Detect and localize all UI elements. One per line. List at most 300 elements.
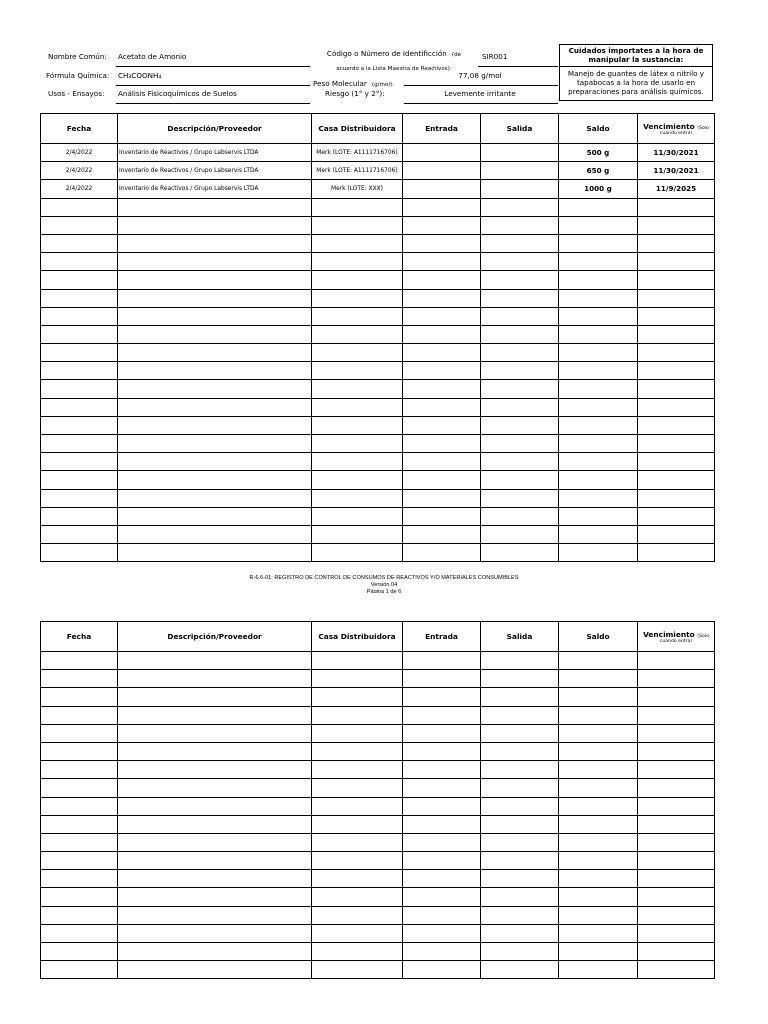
empty-cell[interactable]	[638, 544, 715, 562]
empty-cell[interactable]	[312, 870, 403, 888]
empty-cell[interactable]	[41, 852, 118, 870]
empty-cell[interactable]	[118, 797, 312, 815]
empty-cell[interactable]	[312, 852, 403, 870]
empty-cell[interactable]	[312, 271, 403, 289]
empty-cell[interactable]	[559, 380, 638, 398]
empty-cell[interactable]	[559, 888, 638, 906]
empty-cell[interactable]	[118, 398, 312, 416]
cell-saldo: 1000 g	[559, 180, 638, 198]
empty-cell[interactable]	[481, 271, 559, 289]
empty-cell[interactable]	[41, 380, 118, 398]
empty-cell[interactable]	[41, 670, 118, 688]
empty-cell[interactable]	[41, 688, 118, 706]
empty-cell[interactable]	[638, 344, 715, 362]
empty-cell[interactable]	[118, 489, 312, 507]
empty-cell[interactable]	[403, 852, 481, 870]
empty-cell[interactable]	[559, 307, 638, 325]
empty-cell[interactable]	[481, 289, 559, 307]
empty-cell[interactable]	[559, 924, 638, 942]
empty-cell[interactable]	[118, 380, 312, 398]
empty-cell[interactable]	[118, 289, 312, 307]
empty-cell[interactable]	[403, 380, 481, 398]
empty-cell[interactable]	[41, 307, 118, 325]
empty-cell[interactable]	[118, 198, 312, 216]
empty-cell[interactable]	[41, 271, 118, 289]
empty-cell[interactable]	[41, 779, 118, 797]
empty-cell[interactable]	[312, 362, 403, 380]
empty-cell[interactable]	[481, 507, 559, 525]
empty-cell[interactable]	[118, 525, 312, 543]
empty-cell[interactable]	[559, 779, 638, 797]
empty-cell[interactable]	[41, 652, 118, 670]
formula-value: CH₃COONH₄	[118, 71, 162, 80]
empty-cell[interactable]	[559, 724, 638, 742]
empty-cell[interactable]	[312, 779, 403, 797]
empty-cell[interactable]	[638, 253, 715, 271]
cell-vencimiento: 11/30/2021	[638, 162, 715, 180]
empty-cell[interactable]	[638, 307, 715, 325]
col-header-vencimiento: Vencimiento (Solo cuando entra)	[638, 622, 715, 652]
empty-cell[interactable]	[403, 416, 481, 434]
page-number: Página 1 de 6	[366, 589, 402, 593]
table-row	[41, 380, 715, 398]
empty-cell[interactable]	[312, 724, 403, 742]
empty-cell[interactable]	[481, 471, 559, 489]
empty-cell[interactable]	[41, 344, 118, 362]
empty-cell[interactable]	[481, 852, 559, 870]
empty-cell[interactable]	[118, 307, 312, 325]
empty-cell[interactable]	[559, 216, 638, 234]
empty-cell[interactable]	[403, 815, 481, 833]
empty-cell[interactable]	[312, 797, 403, 815]
empty-cell[interactable]	[41, 797, 118, 815]
table-row	[41, 398, 715, 416]
empty-cell[interactable]	[403, 471, 481, 489]
peso-label: Peso Molecular (g/mol):	[313, 79, 395, 88]
empty-cell[interactable]	[638, 362, 715, 380]
empty-cell[interactable]	[481, 344, 559, 362]
empty-cell[interactable]	[312, 906, 403, 924]
empty-cell[interactable]	[312, 416, 403, 434]
empty-cell[interactable]	[481, 670, 559, 688]
table-row	[41, 525, 715, 543]
table-row	[41, 924, 715, 942]
empty-cell[interactable]	[403, 362, 481, 380]
empty-cell[interactable]	[638, 652, 715, 670]
empty-cell[interactable]	[312, 453, 403, 471]
empty-cell[interactable]	[481, 797, 559, 815]
empty-cell[interactable]	[638, 670, 715, 688]
empty-cell[interactable]	[638, 380, 715, 398]
empty-cell[interactable]	[559, 416, 638, 434]
empty-cell[interactable]	[118, 761, 312, 779]
empty-cell[interactable]	[118, 961, 312, 979]
empty-cell[interactable]	[481, 961, 559, 979]
empty-cell[interactable]	[559, 234, 638, 252]
empty-cell[interactable]	[559, 453, 638, 471]
empty-cell[interactable]	[41, 742, 118, 760]
empty-cell[interactable]	[41, 706, 118, 724]
empty-cell[interactable]	[403, 234, 481, 252]
empty-cell[interactable]	[118, 344, 312, 362]
empty-cell[interactable]	[481, 742, 559, 760]
cell-salida	[481, 162, 559, 180]
empty-cell[interactable]	[403, 870, 481, 888]
empty-cell[interactable]	[638, 852, 715, 870]
empty-cell[interactable]	[559, 943, 638, 961]
empty-cell[interactable]	[41, 761, 118, 779]
empty-cell[interactable]	[41, 416, 118, 434]
empty-cell[interactable]	[638, 943, 715, 961]
empty-cell[interactable]	[118, 544, 312, 562]
empty-cell[interactable]	[312, 961, 403, 979]
empty-cell[interactable]	[312, 344, 403, 362]
empty-cell[interactable]	[481, 307, 559, 325]
empty-cell[interactable]	[559, 797, 638, 815]
empty-cell[interactable]	[312, 198, 403, 216]
empty-cell[interactable]	[638, 870, 715, 888]
empty-cell[interactable]	[638, 289, 715, 307]
empty-cell[interactable]	[41, 234, 118, 252]
empty-cell[interactable]	[312, 216, 403, 234]
empty-cell[interactable]	[403, 779, 481, 797]
empty-cell[interactable]	[559, 271, 638, 289]
col-header-salida: Salida	[481, 114, 559, 144]
empty-cell[interactable]	[312, 544, 403, 562]
empty-cell[interactable]	[403, 544, 481, 562]
empty-cell[interactable]	[312, 435, 403, 453]
empty-cell[interactable]	[481, 216, 559, 234]
table-row	[41, 435, 715, 453]
empty-cell[interactable]	[312, 380, 403, 398]
empty-cell[interactable]	[41, 471, 118, 489]
empty-cell[interactable]	[638, 416, 715, 434]
empty-cell[interactable]	[41, 525, 118, 543]
empty-cell[interactable]	[118, 779, 312, 797]
empty-cell[interactable]	[118, 416, 312, 434]
empty-cell[interactable]	[481, 234, 559, 252]
cell-vencimiento: 11/9/2025	[638, 180, 715, 198]
empty-cell[interactable]	[638, 234, 715, 252]
cell-salida	[481, 180, 559, 198]
empty-cell[interactable]	[559, 507, 638, 525]
empty-cell[interactable]	[118, 253, 312, 271]
table-row	[41, 325, 715, 343]
empty-cell[interactable]	[481, 706, 559, 724]
empty-cell[interactable]	[638, 906, 715, 924]
empty-cell[interactable]	[481, 453, 559, 471]
empty-cell[interactable]	[41, 724, 118, 742]
empty-cell[interactable]	[41, 815, 118, 833]
empty-cell[interactable]	[638, 797, 715, 815]
empty-cell[interactable]	[118, 888, 312, 906]
empty-cell[interactable]	[638, 706, 715, 724]
empty-cell[interactable]	[312, 507, 403, 525]
empty-cell[interactable]	[41, 362, 118, 380]
empty-cell[interactable]	[481, 943, 559, 961]
empty-cell[interactable]	[403, 198, 481, 216]
empty-cell[interactable]	[638, 833, 715, 851]
cell-fecha: 2/4/2022	[41, 144, 118, 162]
empty-cell[interactable]	[638, 779, 715, 797]
empty-cell[interactable]	[118, 742, 312, 760]
empty-cell[interactable]	[481, 870, 559, 888]
empty-cell[interactable]	[559, 870, 638, 888]
empty-cell[interactable]	[118, 271, 312, 289]
empty-cell[interactable]	[312, 815, 403, 833]
nombre-value: Acetato de Amonio	[118, 52, 187, 61]
empty-cell[interactable]	[118, 852, 312, 870]
empty-cell[interactable]	[481, 688, 559, 706]
empty-cell[interactable]	[638, 961, 715, 979]
empty-cell[interactable]	[41, 906, 118, 924]
empty-cell[interactable]	[403, 307, 481, 325]
empty-cell[interactable]	[403, 435, 481, 453]
empty-cell[interactable]	[403, 888, 481, 906]
empty-cell[interactable]	[312, 253, 403, 271]
empty-cell[interactable]	[481, 416, 559, 434]
empty-cell[interactable]	[559, 670, 638, 688]
empty-cell[interactable]	[312, 325, 403, 343]
empty-cell[interactable]	[481, 198, 559, 216]
empty-cell[interactable]	[118, 924, 312, 942]
empty-cell[interactable]	[41, 943, 118, 961]
cuidados-box	[559, 44, 713, 101]
empty-cell[interactable]	[312, 489, 403, 507]
empty-cell[interactable]	[638, 815, 715, 833]
empty-cell[interactable]	[559, 706, 638, 724]
empty-cell[interactable]	[638, 325, 715, 343]
empty-cell[interactable]	[559, 198, 638, 216]
empty-cell[interactable]	[559, 742, 638, 760]
empty-cell[interactable]	[481, 652, 559, 670]
empty-cell[interactable]	[481, 435, 559, 453]
empty-cell[interactable]	[118, 435, 312, 453]
empty-cell[interactable]	[559, 961, 638, 979]
empty-cell[interactable]	[403, 924, 481, 942]
empty-cell[interactable]	[41, 961, 118, 979]
col-header-casa: Casa Distribuidora	[312, 114, 403, 144]
empty-cell[interactable]	[403, 344, 481, 362]
empty-cell[interactable]	[118, 362, 312, 380]
empty-cell[interactable]	[41, 833, 118, 851]
empty-cell[interactable]	[638, 924, 715, 942]
empty-cell[interactable]	[481, 253, 559, 271]
empty-cell[interactable]	[41, 507, 118, 525]
empty-cell[interactable]	[638, 724, 715, 742]
empty-cell[interactable]	[403, 688, 481, 706]
empty-cell[interactable]	[481, 380, 559, 398]
empty-cell[interactable]	[41, 453, 118, 471]
empty-cell[interactable]	[481, 815, 559, 833]
empty-cell[interactable]	[403, 507, 481, 525]
empty-cell[interactable]	[559, 833, 638, 851]
empty-cell[interactable]	[559, 544, 638, 562]
empty-cell[interactable]	[638, 507, 715, 525]
empty-cell[interactable]	[403, 906, 481, 924]
empty-cell[interactable]	[41, 489, 118, 507]
empty-cell[interactable]	[559, 906, 638, 924]
table-row	[41, 180, 715, 198]
empty-cell[interactable]	[559, 489, 638, 507]
empty-cell[interactable]	[118, 652, 312, 670]
empty-cell[interactable]	[41, 544, 118, 562]
empty-cell[interactable]	[481, 398, 559, 416]
formula-label: Fórmula Química:	[46, 71, 110, 80]
empty-cell[interactable]	[403, 325, 481, 343]
empty-cell[interactable]	[312, 670, 403, 688]
empty-cell[interactable]	[481, 906, 559, 924]
consumption-table-2	[40, 621, 715, 979]
empty-cell[interactable]	[559, 398, 638, 416]
empty-cell[interactable]	[559, 652, 638, 670]
empty-cell[interactable]	[41, 870, 118, 888]
empty-cell[interactable]	[403, 271, 481, 289]
empty-cell[interactable]	[403, 742, 481, 760]
empty-cell[interactable]	[312, 742, 403, 760]
empty-cell[interactable]	[312, 307, 403, 325]
empty-cell[interactable]	[312, 688, 403, 706]
empty-cell[interactable]	[559, 852, 638, 870]
empty-cell[interactable]	[41, 325, 118, 343]
empty-cell[interactable]	[481, 888, 559, 906]
empty-cell[interactable]	[312, 471, 403, 489]
table-row	[41, 961, 715, 979]
empty-cell[interactable]	[41, 888, 118, 906]
empty-cell[interactable]	[638, 453, 715, 471]
empty-cell[interactable]	[403, 652, 481, 670]
empty-cell[interactable]	[403, 525, 481, 543]
empty-cell[interactable]	[118, 216, 312, 234]
empty-cell[interactable]	[118, 471, 312, 489]
empty-cell[interactable]	[481, 525, 559, 543]
empty-cell[interactable]	[403, 833, 481, 851]
empty-cell[interactable]	[638, 198, 715, 216]
empty-cell[interactable]	[638, 398, 715, 416]
empty-cell[interactable]	[559, 525, 638, 543]
empty-cell[interactable]	[403, 289, 481, 307]
empty-cell[interactable]	[403, 253, 481, 271]
empty-cell[interactable]	[559, 325, 638, 343]
empty-cell[interactable]	[481, 489, 559, 507]
empty-cell[interactable]	[638, 435, 715, 453]
empty-cell[interactable]	[312, 525, 403, 543]
empty-cell[interactable]	[559, 435, 638, 453]
empty-cell[interactable]	[118, 870, 312, 888]
empty-cell[interactable]	[403, 943, 481, 961]
empty-cell[interactable]	[118, 706, 312, 724]
empty-cell[interactable]	[403, 724, 481, 742]
empty-cell[interactable]	[403, 453, 481, 471]
empty-cell[interactable]	[403, 398, 481, 416]
empty-cell[interactable]	[638, 489, 715, 507]
empty-cell[interactable]	[481, 544, 559, 562]
empty-cell[interactable]	[559, 471, 638, 489]
table-row	[41, 216, 715, 234]
empty-cell[interactable]	[118, 325, 312, 343]
empty-cell[interactable]	[403, 961, 481, 979]
empty-cell[interactable]	[403, 216, 481, 234]
table-row	[41, 144, 715, 162]
empty-cell[interactable]	[41, 398, 118, 416]
empty-cell[interactable]	[118, 833, 312, 851]
empty-cell[interactable]	[312, 924, 403, 942]
empty-cell[interactable]	[638, 688, 715, 706]
empty-cell[interactable]	[481, 779, 559, 797]
empty-cell[interactable]	[559, 688, 638, 706]
empty-cell[interactable]	[118, 507, 312, 525]
empty-cell[interactable]	[41, 924, 118, 942]
empty-cell[interactable]	[638, 471, 715, 489]
empty-cell[interactable]	[41, 289, 118, 307]
empty-cell[interactable]	[559, 815, 638, 833]
form-code: R-6.6-01: REGISTRO DE CONTROL DE CONSUMOS DE REACTIVOS Y/O MATERIALES CONSUMIBLES	[249, 575, 519, 581]
empty-cell[interactable]	[118, 724, 312, 742]
empty-cell[interactable]	[403, 761, 481, 779]
empty-cell[interactable]	[559, 761, 638, 779]
empty-cell[interactable]	[41, 253, 118, 271]
empty-cell[interactable]	[312, 234, 403, 252]
empty-cell[interactable]	[312, 888, 403, 906]
empty-cell[interactable]	[41, 216, 118, 234]
empty-cell[interactable]	[312, 398, 403, 416]
empty-cell[interactable]	[403, 489, 481, 507]
empty-cell[interactable]	[559, 362, 638, 380]
empty-cell[interactable]	[312, 706, 403, 724]
empty-cell[interactable]	[118, 943, 312, 961]
codigo-label: Código o Número de Identificción (de acuerdo a la Lista Maestra de Reactivos):	[326, 49, 462, 72]
empty-cell[interactable]	[638, 888, 715, 906]
table-row	[41, 833, 715, 851]
empty-cell[interactable]	[118, 453, 312, 471]
empty-cell[interactable]	[638, 216, 715, 234]
empty-cell[interactable]	[559, 344, 638, 362]
empty-cell[interactable]	[481, 325, 559, 343]
empty-cell[interactable]	[403, 797, 481, 815]
cell-fecha: 2/4/2022	[41, 162, 118, 180]
col-header-entrada: Entrada	[403, 622, 481, 652]
empty-cell[interactable]	[481, 362, 559, 380]
empty-cell[interactable]	[41, 198, 118, 216]
empty-cell[interactable]	[481, 924, 559, 942]
table-row	[41, 271, 715, 289]
empty-cell[interactable]	[403, 670, 481, 688]
empty-cell[interactable]	[118, 688, 312, 706]
empty-cell[interactable]	[312, 652, 403, 670]
empty-cell[interactable]	[481, 833, 559, 851]
empty-cell[interactable]	[403, 706, 481, 724]
empty-cell[interactable]	[638, 271, 715, 289]
empty-cell[interactable]	[118, 670, 312, 688]
cell-casa: Merk (LOTE: A1111716706)	[312, 162, 403, 180]
cell-fecha: 2/4/2022	[41, 180, 118, 198]
empty-cell[interactable]	[312, 833, 403, 851]
empty-cell[interactable]	[312, 761, 403, 779]
empty-cell[interactable]	[481, 724, 559, 742]
empty-cell[interactable]	[118, 906, 312, 924]
empty-cell[interactable]	[481, 761, 559, 779]
empty-cell[interactable]	[312, 289, 403, 307]
empty-cell[interactable]	[312, 943, 403, 961]
empty-cell[interactable]	[638, 742, 715, 760]
empty-cell[interactable]	[41, 435, 118, 453]
empty-cell[interactable]	[638, 761, 715, 779]
empty-cell[interactable]	[118, 234, 312, 252]
empty-cell[interactable]	[559, 253, 638, 271]
empty-cell[interactable]	[118, 815, 312, 833]
empty-cell[interactable]	[559, 289, 638, 307]
empty-cell[interactable]	[638, 525, 715, 543]
